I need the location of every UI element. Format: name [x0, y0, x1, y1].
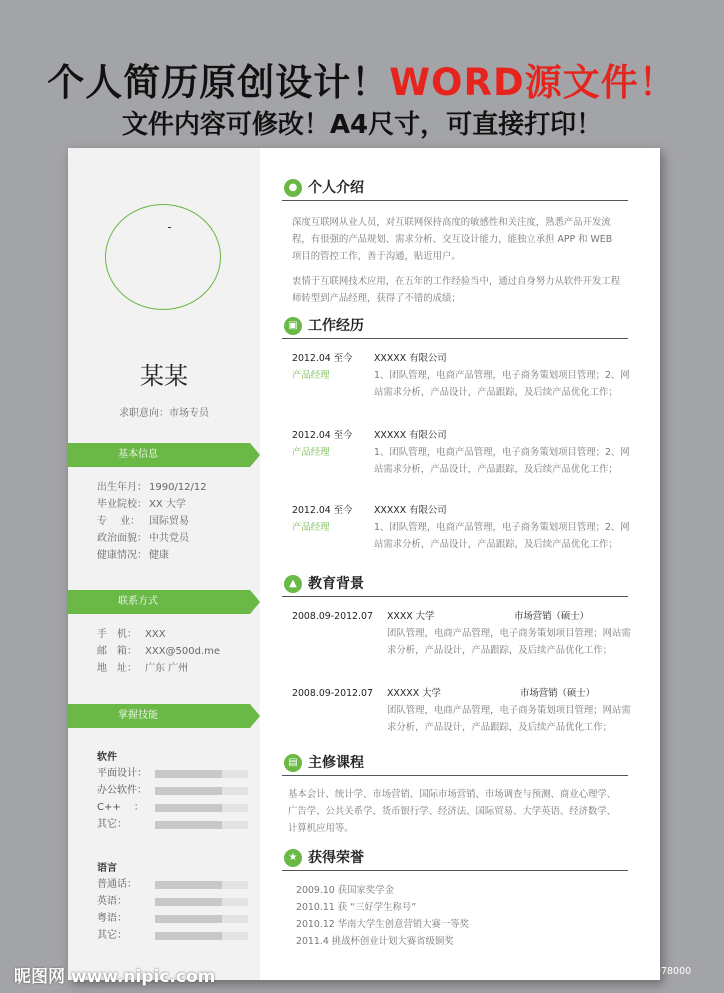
- band-label: 基本信息: [118, 449, 158, 460]
- honor-item: 2009.10 获国家奖学金: [296, 885, 394, 896]
- honor-item: 2010.11 获 “三好学生称号”: [296, 902, 417, 913]
- contact-row: 地 址： 广东 广州: [97, 663, 189, 674]
- skill-category-language: 语言: [97, 863, 117, 874]
- skill-bar: [155, 915, 248, 923]
- intro-paragraph: 衷情于互联网技术应用，在五年的工作经验当中，通过自身努力从软件开发工程师转型到产品经理，获得了不错的成绩；: [292, 276, 621, 304]
- job-entry: 2012.04 至今 产品经理 XXXXX 有限公司 1、团队管理，电商产品管理，电子商务策划项目管理；2、网站需求分析，产品设计，产品跟踪，及后续产品优化工作；: [292, 353, 630, 398]
- education-entry: 2008.09-2012.07 XXXX 大学 市场营销（硕士） 团队管理，电商产品管理，电子商务策划项目管理；网站需求分析，产品设计，产品跟踪，及后续产品优化工作；: [292, 611, 631, 656]
- resume-sidebar: [68, 148, 260, 980]
- banner-title: [0, 52, 724, 106]
- education-entry: 2008.09-2012.07 XXXXX 大学 市场营销（硕士） 团队管理，电商产品管理，电子商务策划项目管理；网站需求分析，产品设计，产品跟踪，及后续产品优化工作；: [292, 688, 631, 733]
- skill-bar: [155, 821, 248, 829]
- band-basic-info: [68, 443, 260, 467]
- basic-info-row: 毕业院校： XX 大学: [97, 499, 186, 510]
- skill-row: 其它：: [97, 927, 257, 944]
- photo-placeholder: [105, 204, 221, 310]
- basic-info-row: 出生年月： 1990/12/12: [97, 482, 207, 493]
- basic-info-row: 专 业： 国际贸易: [97, 516, 189, 527]
- skill-row: 其它：: [97, 816, 257, 833]
- resume-page: [68, 148, 660, 980]
- skill-bar: [155, 881, 248, 889]
- section-intro: [282, 178, 628, 201]
- banner-title-black: 个人简历原创设计！: [47, 61, 390, 104]
- skill-row: 办公软件：: [97, 782, 257, 799]
- skill-bar: [155, 804, 248, 812]
- skill-row: 英语：: [97, 893, 257, 910]
- section-title: 教育背景: [308, 576, 364, 592]
- band-label: 联系方式: [118, 596, 158, 607]
- watermark-right: ID:23046502 NO:20200722140418078000: [488, 966, 692, 977]
- person-icon: ●: [284, 179, 302, 197]
- basic-info-row: 政治面貌： 中共党员: [97, 533, 189, 544]
- skill-bar: [155, 898, 248, 906]
- section-title: 个人介绍: [308, 180, 364, 196]
- photo-dot: [168, 227, 171, 228]
- section-work: [282, 316, 628, 339]
- contact-row: 手 机： XXX: [97, 629, 166, 640]
- job-entry: 2012.04 至今 产品经理 XXXXX 有限公司 1、团队管理，电商产品管理，电子商务策划项目管理；2、网站需求分析，产品设计，产品跟踪，及后续产品优化工作；: [292, 505, 630, 550]
- banner-subtitle: 文件内容可修改！A4尺寸，可直接打印！: [121, 110, 603, 140]
- section-title: 获得荣誉: [308, 850, 364, 866]
- skill-row: C++ ：: [97, 799, 257, 816]
- courses-paragraph: 基本会计、统计学、市场营销、国际市场营销、市场调查与预测、商业心理学、广告学、公共关系学、货币银行学、经济法、国际贸易、大学英语、经济数学、计算机应用等。: [288, 789, 617, 834]
- job-intent: 求职意向：市场专员: [119, 408, 209, 419]
- skill-row: 普通话：: [97, 876, 257, 893]
- banner-title-red: WORD源文件！: [389, 61, 677, 104]
- section-courses: [282, 753, 628, 776]
- skill-row: 平面设计：: [97, 765, 257, 782]
- graduation-cap-icon: ▲: [284, 575, 302, 593]
- skill-bar: [155, 932, 248, 940]
- basic-info-row: 健康情况： 健康: [97, 550, 169, 561]
- contact-row: 邮 箱： XXX@500d.me: [97, 646, 221, 657]
- skill-bar: [155, 787, 248, 795]
- person-name: 某某: [140, 362, 188, 390]
- skill-category-software: 软件: [97, 752, 117, 763]
- band-contact: [68, 590, 260, 614]
- skill-row: 粤语：: [97, 910, 257, 927]
- briefcase-icon: ▣: [284, 317, 302, 335]
- skill-bar: [155, 770, 248, 778]
- section-title: 工作经历: [308, 318, 364, 334]
- honor-item: 2010.12 华南大学生创意营销大赛一等奖: [296, 919, 469, 930]
- book-icon: ▤: [284, 754, 302, 772]
- section-education: [282, 574, 628, 597]
- watermark-left: 昵图网 www.nipic.com: [14, 967, 216, 987]
- intro-paragraph: 深度互联网从业人员，对互联网保持高度的敏感性和关注度，熟悉产品开发流程，有很强的产品规划、需求分析、交互设计能力，能独立承担 APP 和 WEB 项目的管控工作，善于沟通，贴近用户。: [292, 217, 613, 262]
- band-skills: [68, 704, 260, 728]
- section-honors: [282, 848, 628, 871]
- medal-icon: ★: [284, 849, 302, 867]
- job-entry: 2012.04 至今 产品经理 XXXXX 有限公司 1、团队管理，电商产品管理，电子商务策划项目管理；2、网站需求分析，产品设计，产品跟踪，及后续产品优化工作；: [292, 430, 630, 475]
- honor-item: 2011.4 挑战杯创业计划大赛省级铜奖: [296, 936, 454, 947]
- section-title: 主修课程: [308, 755, 364, 771]
- band-label: 掌握技能: [118, 710, 158, 721]
